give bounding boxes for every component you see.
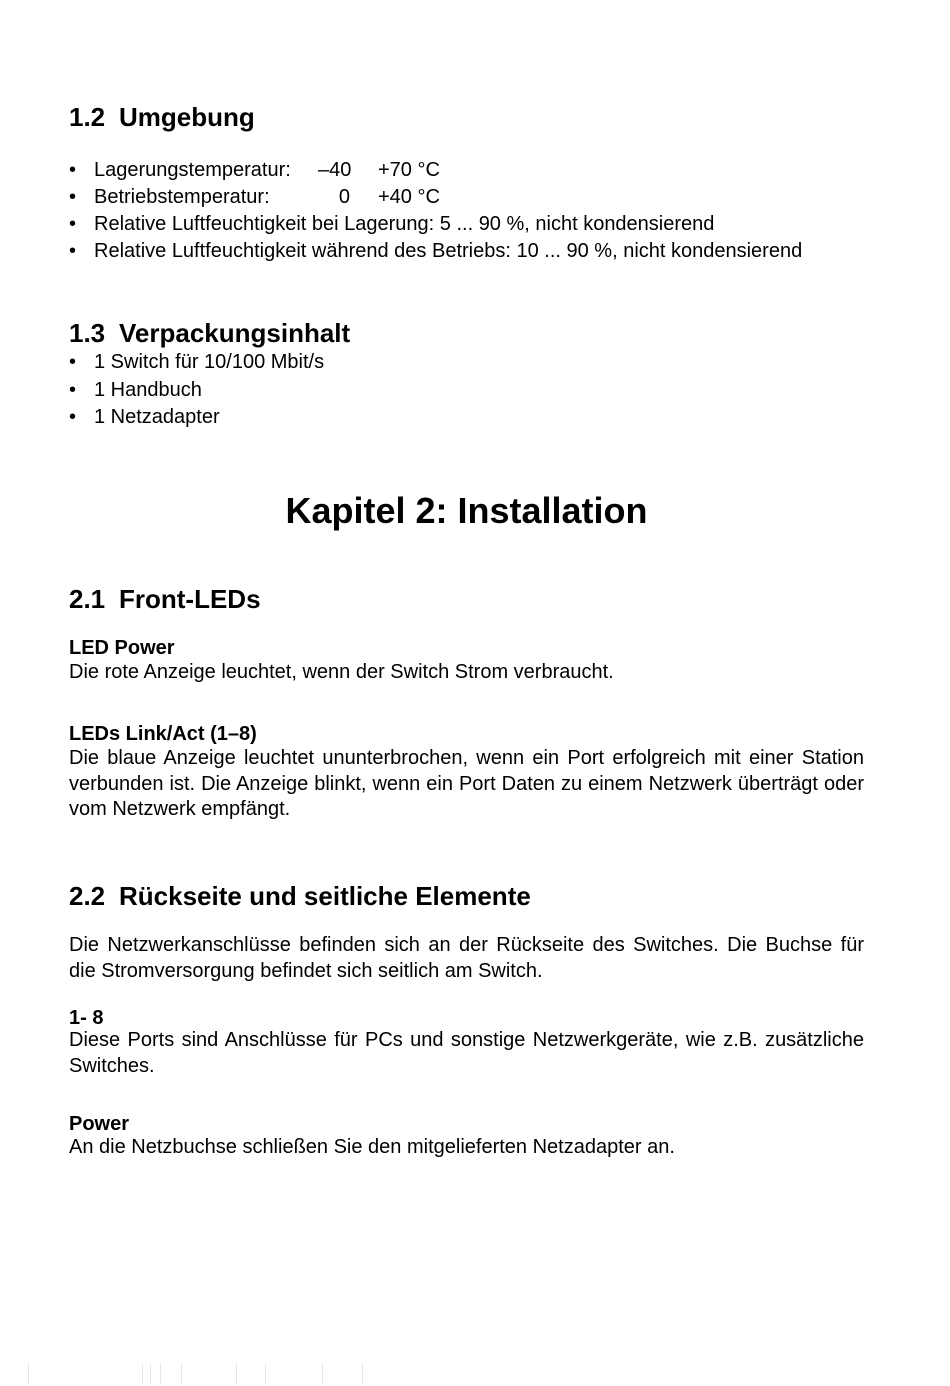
scan-artifacts bbox=[0, 1360, 950, 1386]
bullet-icon: • bbox=[69, 186, 77, 208]
item-text: 1 Switch für 10/100 Mbit/s bbox=[94, 351, 325, 373]
bullet-icon: • bbox=[69, 379, 77, 401]
section-title: Umgebung bbox=[119, 102, 255, 132]
item-label: Betriebstemperatur: bbox=[94, 186, 270, 208]
paragraph-intro: Die Netzwerkanschlüsse befinden sich an der Rückseite des Switches. Die Buchse für die Stromversorgung befindet sich seitlich am Switch. bbox=[69, 934, 864, 982]
section-heading-2-2 bbox=[69, 881, 531, 911]
chapter-title: Kapitel 2: Installation bbox=[285, 490, 648, 531]
section-heading-1-2 bbox=[69, 102, 255, 132]
item-min: 0 bbox=[338, 186, 350, 208]
paragraph-leds-link-act: Die blaue Anzeige leuchtet ununterbrochen, wenn ein Port erfolgreich mit einer Station verbunden ist. Die Anzeige blinkt, wenn ein Port Daten zu einem Netzwerk überträgt oder vom Netzwerk empfängt. bbox=[69, 747, 864, 820]
subheading-power: Power bbox=[69, 1113, 130, 1135]
item-text: 1 Netzadapter bbox=[94, 406, 220, 428]
item-max: +40 °C bbox=[378, 186, 440, 208]
section-number: 1.2 bbox=[69, 102, 106, 132]
bullet-icon: • bbox=[69, 159, 77, 181]
bullet-icon: • bbox=[69, 351, 77, 373]
item-label: Lagerungstemperatur: bbox=[94, 159, 291, 181]
section-heading-1-3 bbox=[69, 318, 350, 348]
section-number: 1.3 bbox=[69, 318, 106, 348]
subheading-led-power: LED Power bbox=[69, 637, 175, 659]
paragraph-power: An die Netzbuchse schließen Sie den mitgelieferten Netzadapter an. bbox=[69, 1136, 675, 1158]
bullet-icon: • bbox=[69, 406, 77, 428]
paragraph-ports: Diese Ports sind Anschlüsse für PCs und sonstige Netzwerkgeräte, wie z.B. zusätzliche Switches. bbox=[69, 1029, 864, 1077]
item-text: 1 Handbuch bbox=[94, 379, 202, 401]
bullet-icon: • bbox=[69, 213, 77, 235]
item-text: Relative Luftfeuchtigkeit während des Betriebs: 10 ... 90 %, nicht kondensierend bbox=[94, 240, 803, 262]
subheading-ports: 1- 8 bbox=[69, 1007, 104, 1029]
section-number: 2.1 bbox=[69, 584, 106, 614]
item-text: Relative Luftfeuchtigkeit bei Lagerung: 5 ... 90 %, nicht kondensierend bbox=[94, 213, 715, 235]
bullet-icon: • bbox=[69, 240, 77, 262]
section-heading-2-1 bbox=[69, 584, 261, 614]
item-min: –40 bbox=[318, 159, 352, 181]
section-title: Rückseite und seitliche Elemente bbox=[119, 881, 531, 911]
paragraph-led-power: Die rote Anzeige leuchtet, wenn der Switch Strom verbraucht. bbox=[69, 661, 614, 683]
section-number: 2.2 bbox=[69, 881, 106, 911]
section-title: Front-LEDs bbox=[119, 584, 261, 614]
subheading-leds-link-act: LEDs Link/Act (1–8) bbox=[69, 723, 257, 745]
section-title: Verpackungsinhalt bbox=[119, 318, 351, 348]
item-max: +70 °C bbox=[378, 159, 440, 181]
